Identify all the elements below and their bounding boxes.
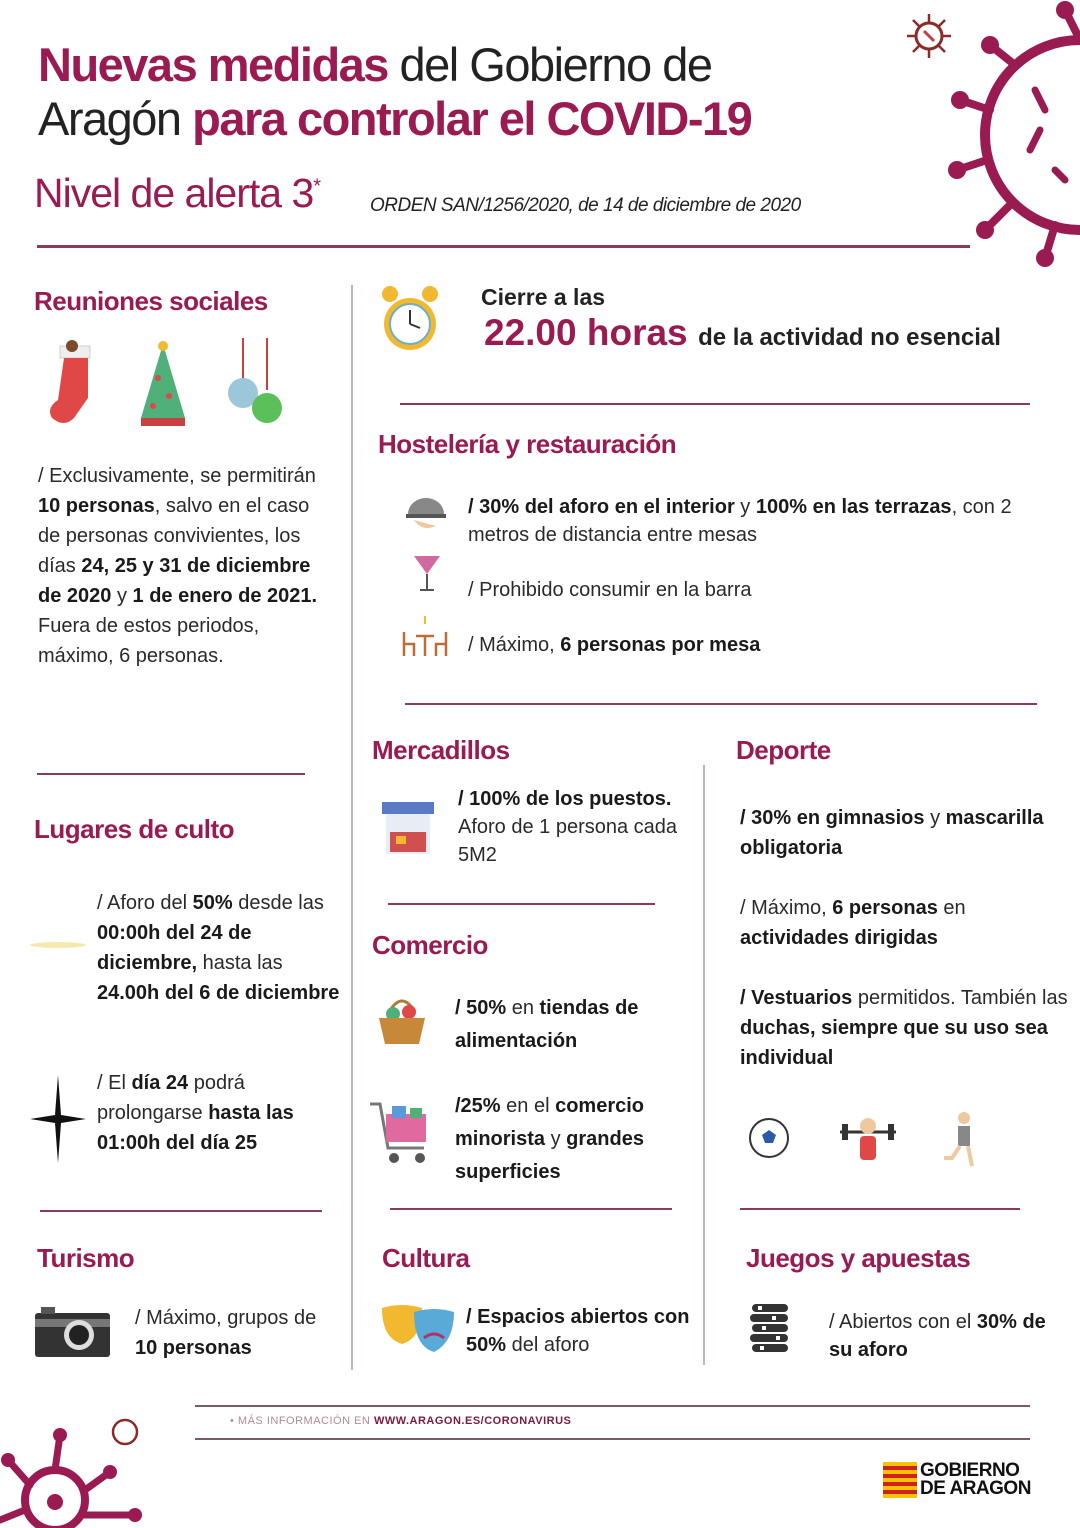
text-segment: en — [506, 997, 540, 1019]
deporte-heading: Deporte — [736, 735, 831, 765]
text-bold: 00:00h del 24 de diciembre, — [97, 922, 252, 974]
grocery-basket-icon — [375, 992, 429, 1046]
christmas-stocking-icon — [42, 340, 102, 428]
culto-item-2 — [97, 1068, 337, 1158]
gobierno-aragon-logo — [883, 1462, 1031, 1498]
juegos-heading: Juegos y apuestas — [746, 1243, 971, 1273]
header-divider — [37, 245, 970, 248]
text-bold: 30% de su aforo — [829, 1311, 1046, 1361]
divider — [37, 773, 305, 775]
christmas-ornaments-icon — [225, 338, 285, 428]
alert-level-mark: * — [313, 175, 321, 198]
text-segment: / Abiertos con el — [829, 1311, 977, 1333]
text-segment: y — [734, 496, 756, 518]
cierre-pre: Cierre a las — [481, 284, 606, 310]
text-bold: 10 personas — [135, 1337, 252, 1359]
text-segment: permitidos. También las — [852, 987, 1068, 1009]
footer-divider-bottom — [195, 1438, 1030, 1440]
title-line-2 — [38, 92, 751, 146]
divider — [405, 703, 1037, 705]
text-bold: / Vestuarios — [740, 987, 853, 1009]
cierre-line — [484, 312, 1001, 354]
deporte-item-3 — [740, 983, 1070, 1073]
text-bold: 100% en las terrazas — [755, 496, 952, 518]
text-bold: 50% — [192, 892, 233, 914]
comercio-item-2 — [455, 1090, 695, 1189]
text-bold: / Espacios abiertos con 50% — [466, 1306, 690, 1356]
text-bold: /25% — [455, 1095, 501, 1117]
culto-heading: Lugares de culto — [34, 814, 235, 844]
turismo-heading: Turismo — [37, 1243, 135, 1273]
text-bold: 6 personas por mesa — [560, 634, 761, 656]
text-segment: podrá prolongarse — [97, 1072, 245, 1124]
cultura-heading: Cultura — [382, 1243, 470, 1273]
text-bold: 10 personas — [38, 495, 155, 517]
hosteleria-item-1 — [468, 493, 1038, 549]
light-glow-icon — [28, 930, 88, 960]
deporte-item-2 — [740, 893, 1060, 953]
text-segment: y — [111, 585, 133, 607]
title-line-1 — [38, 38, 751, 92]
alert-level-text: Nivel de alerta 3 — [34, 170, 314, 216]
text-segment: , con 2 metros de distancia entre mesas — [468, 496, 1012, 546]
footer-info-label: MÁS INFORMACIÓN EN — [237, 1415, 374, 1427]
text-segment: / Máximo, — [468, 634, 561, 656]
virus-bottom-icon — [0, 1410, 150, 1528]
aragon-flag-icon — [883, 1462, 917, 1498]
text-bold: grandes superficies — [455, 1128, 644, 1183]
text-segment: / El — [97, 1072, 132, 1094]
text-bold: 24.00h del 6 de diciembre — [97, 982, 340, 1004]
logo-line-1: GOBIERNO — [920, 1460, 1020, 1481]
text-segment: / Máximo, grupos de — [135, 1307, 317, 1329]
text-bold: Nuevas medidas — [38, 38, 388, 91]
food-cloche-icon — [404, 492, 448, 536]
shopping-cart-icon — [368, 1100, 432, 1166]
culto-item-1 — [97, 888, 347, 1008]
deporte-item-1 — [740, 803, 1060, 863]
reuniones-text — [38, 461, 328, 671]
text-bold: actividades dirigidas — [740, 927, 938, 949]
text-segment: Aragón — [38, 92, 193, 145]
mercadillos-heading: Mercadillos — [372, 735, 510, 765]
text-segment: / Aforo del — [97, 892, 193, 914]
footer-info: • MÁS INFORMACIÓN EN WWW.ARAGON.ES/CORONAVIRUS — [230, 1415, 572, 1427]
camera-icon — [35, 1307, 110, 1357]
divider — [400, 403, 1030, 405]
alarm-clock-icon — [380, 284, 440, 358]
weightlifter-icon — [838, 1112, 898, 1164]
text-segment: , salvo en el caso de personas convivientes, los días — [38, 495, 310, 577]
page-title — [38, 38, 751, 146]
text-bold: duchas, siempre que su uso sea individual — [740, 1017, 1048, 1069]
virus-large-icon — [945, 0, 1080, 270]
text-segment: hasta las — [197, 952, 283, 974]
hosteleria-heading: Hostelería y restauración — [378, 429, 677, 459]
hosteleria-item-3 — [468, 630, 760, 660]
footer-divider-top — [195, 1405, 1030, 1407]
table-chairs-icon — [400, 612, 450, 658]
text-segment: en el — [500, 1095, 556, 1117]
star-sparkle-icon — [30, 1075, 86, 1163]
text-segment: / Máximo, — [740, 897, 833, 919]
text-segment: desde las — [232, 892, 324, 914]
theater-masks-icon — [380, 1302, 456, 1354]
alert-level — [34, 170, 320, 217]
cierre-post: de la actividad no esencial — [698, 324, 1001, 351]
market-stall-icon — [382, 802, 434, 856]
mercadillos-text — [458, 785, 678, 869]
text-bold: tiendas de alimentación — [455, 997, 639, 1052]
turismo-text — [135, 1303, 335, 1363]
text-bold: 1 de enero de 2021. — [132, 585, 318, 607]
text-segment: y — [545, 1128, 567, 1150]
christmas-tree-icon — [133, 338, 193, 430]
text-segment: en — [937, 897, 966, 919]
casino-chips-icon — [748, 1302, 792, 1358]
order-reference: ORDEN SAN/1256/2020, de 14 de diciembre de 2020 — [370, 195, 801, 216]
cierre-time: 22.00 horas — [484, 312, 688, 353]
hosteleria-item-2 — [468, 575, 751, 605]
divider — [388, 903, 655, 905]
column-divider-right — [703, 765, 705, 1365]
text-segment: del aforo — [506, 1334, 590, 1356]
divider — [740, 1208, 1020, 1210]
text-bold: 6 personas — [832, 897, 938, 919]
column-divider-left — [351, 285, 353, 1370]
text-bold: / 50% — [455, 997, 507, 1019]
text-segment: Aforo de 1 persona cada 5M2 — [458, 816, 678, 866]
text-bold: / 30% del aforo en el interior — [468, 496, 735, 518]
text-segment: / Exclusivamente, se permitirán — [38, 465, 316, 487]
divider — [40, 1210, 322, 1212]
cocktail-icon — [412, 550, 442, 594]
text-bold: comercio minorista — [455, 1095, 645, 1150]
reuniones-heading: Reuniones sociales — [34, 286, 268, 316]
comercio-item-1 — [455, 992, 695, 1058]
text-bold: para controlar el COVID-19 — [192, 92, 752, 145]
text-segment: del Gobierno de — [387, 38, 712, 91]
text-segment: y — [924, 807, 946, 829]
text-segment: Fuera de estos periodos, máximo, 6 personas. — [38, 615, 260, 667]
runner-icon — [942, 1110, 978, 1170]
text-bold: día 24 — [131, 1072, 189, 1094]
cultura-text — [466, 1303, 696, 1359]
text-bold: mascarilla obligatoria — [740, 807, 1044, 859]
logo-line-2: DE ARAGON — [920, 1478, 1031, 1499]
text-bold: / 30% en gimnasios — [740, 807, 925, 829]
footer-info-link[interactable]: WWW.ARAGON.ES/CORONAVIRUS — [373, 1415, 572, 1427]
juegos-text — [829, 1308, 1049, 1364]
text-bold: / 100% de los puestos. — [458, 788, 672, 810]
soccer-ball-icon — [748, 1117, 790, 1159]
comercio-heading: Comercio — [372, 930, 488, 960]
text-bold: hasta las 01:00h del día 25 — [97, 1102, 294, 1154]
text-bold: 24, 25 y 31 de diciembre de 2020 — [38, 555, 311, 607]
divider — [390, 1208, 672, 1210]
text-segment: / Prohibido consumir en la barra — [468, 579, 752, 601]
